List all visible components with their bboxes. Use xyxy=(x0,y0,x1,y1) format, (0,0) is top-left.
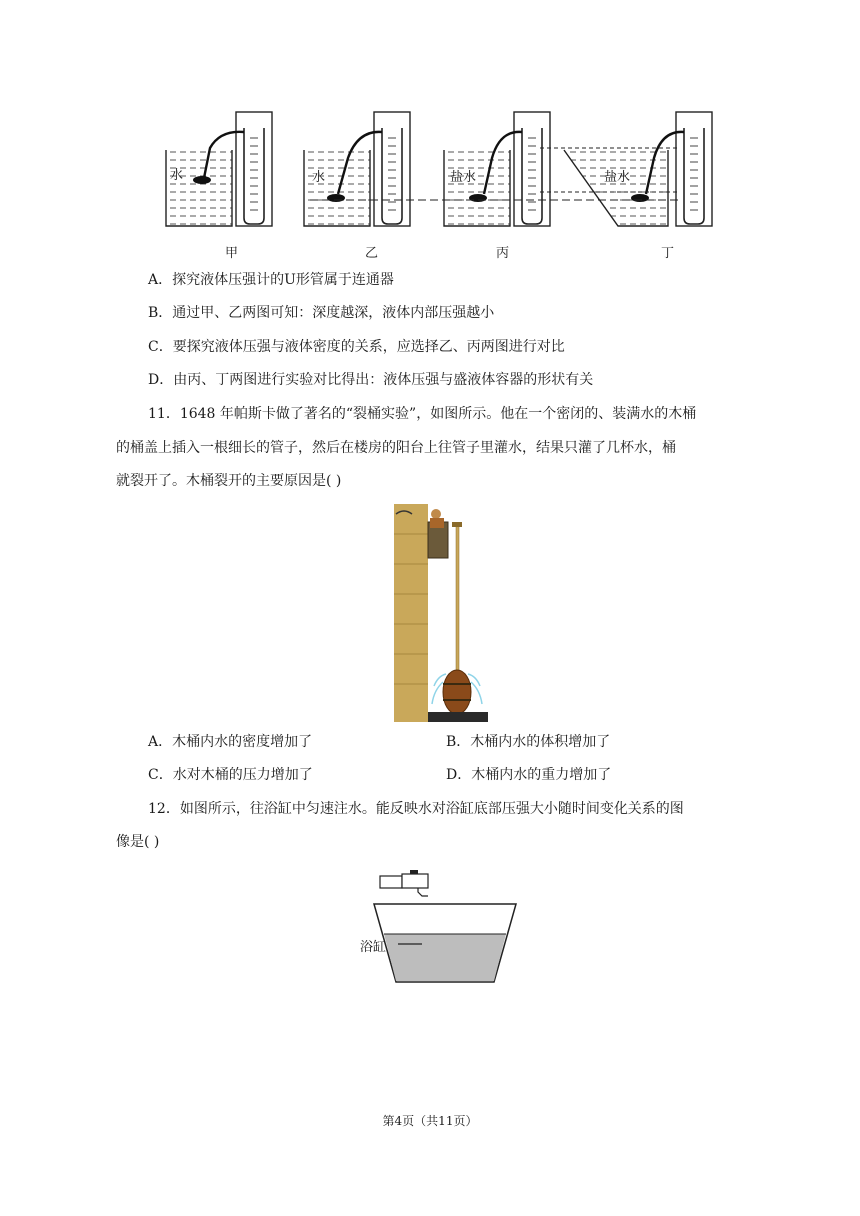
person xyxy=(431,509,441,519)
page-footer: 第4页（共11页） xyxy=(382,1114,478,1128)
q10-option-c: C．要探究液体压强与液体密度的关系，应选择乙、丙两图进行对比 xyxy=(148,339,565,355)
q12-stem-line-2: 像是( ) xyxy=(116,834,160,850)
pipe xyxy=(456,526,459,676)
setup-ding xyxy=(564,112,712,226)
q11-stem-line-3: 就裂开了。木桶裂开的主要原因是( ) xyxy=(116,473,342,489)
liquid-label-bing: 盐水 xyxy=(450,170,477,185)
setup-label-yi: 乙 xyxy=(365,246,379,261)
bathtub-water xyxy=(384,934,506,981)
setup-label-ding: 丁 xyxy=(661,246,675,261)
q11-stem-line-1: 11．1648 年帕斯卡做了著名的“裂桶实验”，如图所示。他在一个密闭的、装满水的木桶 xyxy=(148,406,697,422)
setup-label-jia: 甲 xyxy=(225,246,239,261)
q10-option-d: D．由丙、丁两图进行实验对比得出：液体压强与盛液体容器的形状有关 xyxy=(148,372,594,388)
bathtub-label: 浴缸 xyxy=(360,940,387,955)
bathtub-figure xyxy=(370,868,520,986)
barrel-experiment-figure xyxy=(394,504,488,722)
liquid-label-jia: 水 xyxy=(170,168,184,183)
faucet-icon xyxy=(380,870,428,896)
liquid-label-ding: 盐水 xyxy=(604,170,631,185)
q11-stem-line-2: 的桶盖上插入一根细长的管子，然后在楼房的阳台上往管子里灌水，结果只灌了几杯水，桶 xyxy=(116,440,676,456)
q11-option-d: D．木桶内水的重力增加了 xyxy=(446,767,612,783)
liquid-label-yi: 水 xyxy=(312,170,326,185)
building-wall xyxy=(394,504,428,722)
setup-label-bing: 丙 xyxy=(496,246,510,261)
q11-option-a: A．木桶内水的密度增加了 xyxy=(148,734,313,750)
q10-option-b: B．通过甲、乙两图可知：深度越深，液体内部压强越小 xyxy=(148,305,495,321)
q11-option-c: C．水对木桶的压力增加了 xyxy=(148,767,313,783)
q10-option-a: A．探究液体压强计的U形管属于连通器 xyxy=(148,272,394,288)
q12-stem-line-1: 12．如图所示，往浴缸中匀速注水。能反映水对浴缸底部压强大小随时间变化关系的图 xyxy=(148,801,684,817)
barrel xyxy=(443,670,471,714)
q11-option-b: B．木桶内水的体积增加了 xyxy=(446,734,611,750)
ground xyxy=(428,712,488,722)
pressure-gauge-figure xyxy=(160,108,730,238)
